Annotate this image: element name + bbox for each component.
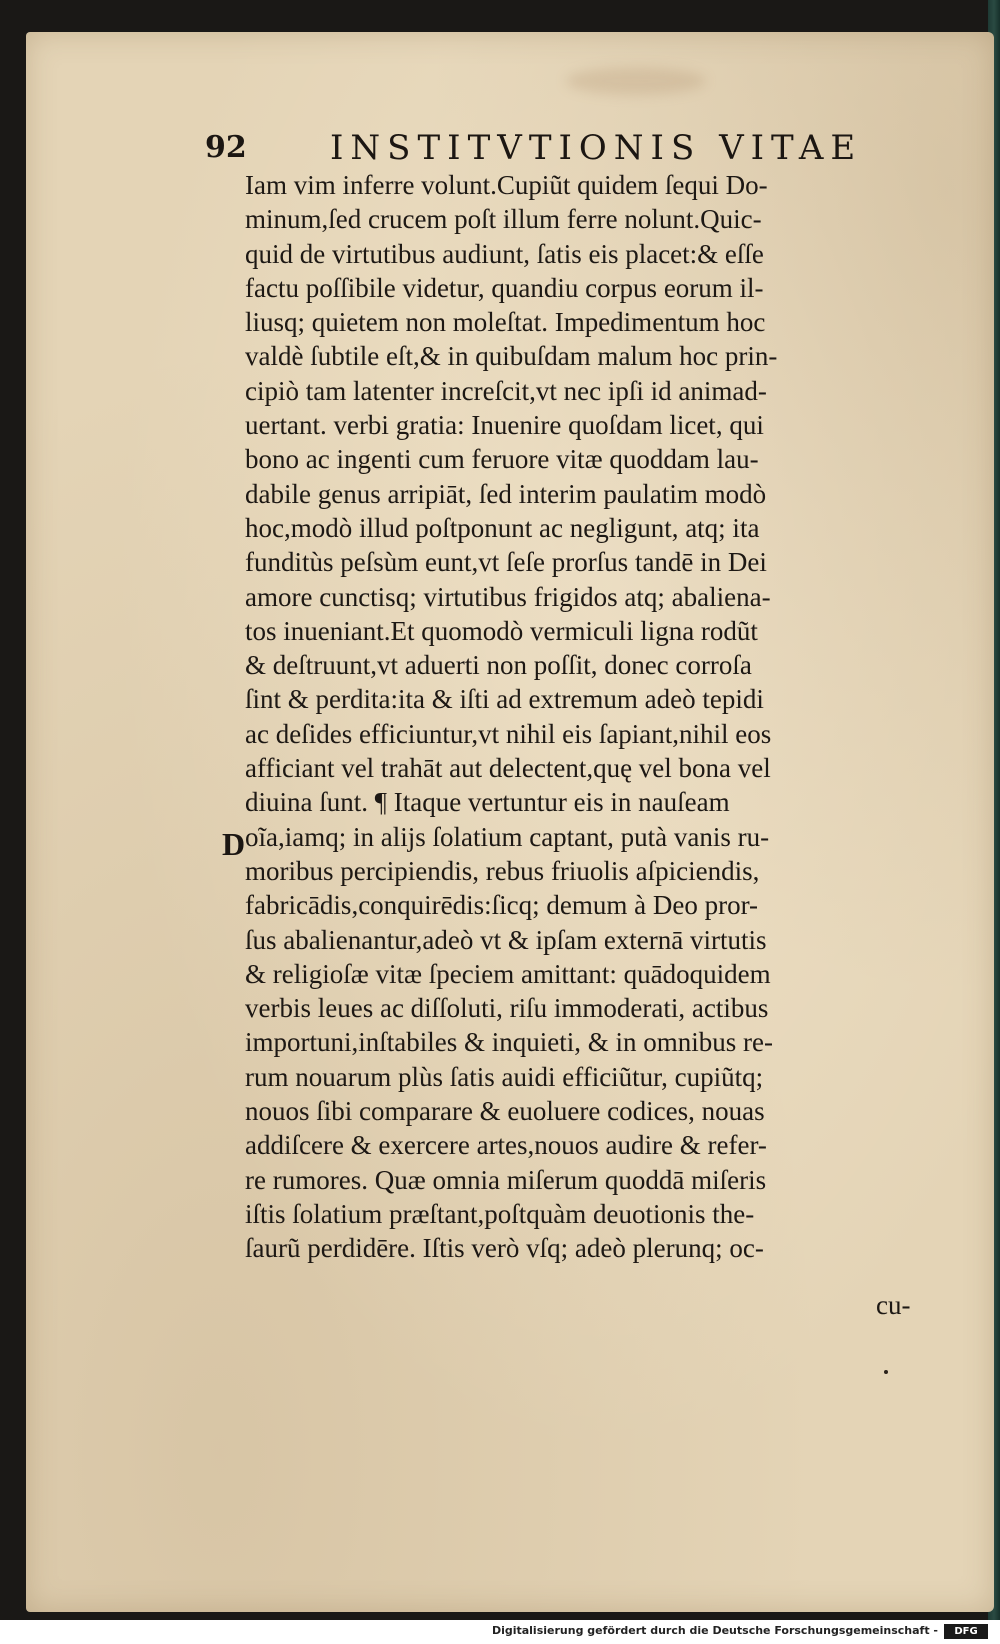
text-line: afficiant vel trahāt aut delectent,quę vel bona vel — [245, 753, 771, 784]
text-line: amore cunctisq; virtutibus frigidos atq; abaliena- — [245, 581, 771, 612]
text-line: re rumores. Quæ omnia miſerum quoddā miſeris — [245, 1164, 767, 1195]
text-line: minum,ſed crucem poſt illum ferre nolunt.Quic- — [245, 204, 762, 235]
text-line: moribus percipiendis, rebus friuolis aſpiciendis, — [245, 855, 760, 886]
running-head: INSTITVTIONIS VITAE — [330, 128, 863, 168]
catchword: cu- — [876, 1290, 911, 1320]
text-line: ſaurũ perdidēre. Iſtis verò vſq; adeò plerunq; oc- — [245, 1233, 764, 1264]
text-line: dabile genus arripiāt, ſed interim paulatim modò — [245, 478, 767, 509]
text-line: ſint & perdita:ita & iſti ad extremum adeò tepidi — [245, 684, 764, 715]
text-line: valdè ſubtile eſt,& in quibuſdam malum hoc prin- — [245, 341, 778, 372]
text-line: tos inueniant.Et quomodò vermiculi ligna rodũt — [245, 615, 758, 646]
page-number: 92 — [205, 130, 247, 165]
ink-dot — [884, 1370, 888, 1374]
text-line: uertant. verbi gratia: Inuenire quoſdam licet, qui — [245, 410, 764, 441]
text-line: oĩa,iamq; in alijs ſolatium captant, putà vanis ru- — [245, 821, 770, 852]
text-line: cipiò tam latenter increſcit,vt nec ipſi id animad- — [245, 375, 767, 406]
funding-credit: Digitalisierung gefördert durch die Deutsche Forschungsgemeinschaft - — [491, 1624, 938, 1637]
text-line: & deſtruunt,vt aduerti non poſſit, donec corroſa — [245, 650, 752, 681]
text-line: Iam vim inferre volunt.Cupiũt quidem ſequi Do- — [245, 170, 768, 200]
text-line: quid de virtutibus audiunt, ſatis eis placet:& eſſe — [245, 238, 764, 269]
text-line: liusq; quietem non moleſtat. Impedimentum hoc — [245, 307, 766, 338]
margin-letter: D — [222, 826, 246, 862]
text-line: iſtis ſolatium præſtant,poſtquàm deuotionis the- — [245, 1198, 755, 1229]
text-line: factu poſſibile videtur, quandiu corpus eorum il- — [245, 272, 764, 303]
text-line: verbis leues ac diſſoluti, riſu immoderati, actibus — [245, 993, 769, 1024]
dfg-logo-icon: DFG — [944, 1624, 988, 1639]
text-line: nouos ſibi comparare & euoluere codices, nouas — [245, 1096, 765, 1127]
text-line: ſus abalienantur,adeò vt & ipſam externā virtutis — [245, 924, 767, 955]
paper-stain — [566, 67, 706, 95]
text-line: importuni,inſtabiles & inquieti, & in omnibus re- — [245, 1027, 773, 1058]
text-line: fabricādis,conquirēdis:ſicq; demum à Deo pror- — [245, 890, 759, 921]
text-line: ac deſides efficiuntur,vt nihil eis ſapiant,nihil eos — [245, 718, 772, 749]
text-line: diuina ſunt. ¶ Itaque vertuntur eis in nauſeam — [245, 787, 730, 818]
text-line: bono ac ingenti cum feruore vitæ quoddam lau- — [245, 444, 759, 475]
text-block — [245, 168, 965, 1266]
text-line: funditùs peſsùm eunt,vt ſeſe prorſus tandē in Dei — [245, 547, 767, 578]
text-line: rum nouarum plùs ſatis auidi efficiũtur, cupiũtq; — [245, 1061, 764, 1092]
text-line: addiſcere & exercere artes,nouos audire & refer- — [245, 1130, 767, 1161]
text-line: hoc,modò illud poſtponunt ac negligunt, atq; ita — [245, 512, 760, 543]
text-line: & religioſæ vitæ ſpeciem amittant: quādoquidem — [245, 958, 771, 989]
